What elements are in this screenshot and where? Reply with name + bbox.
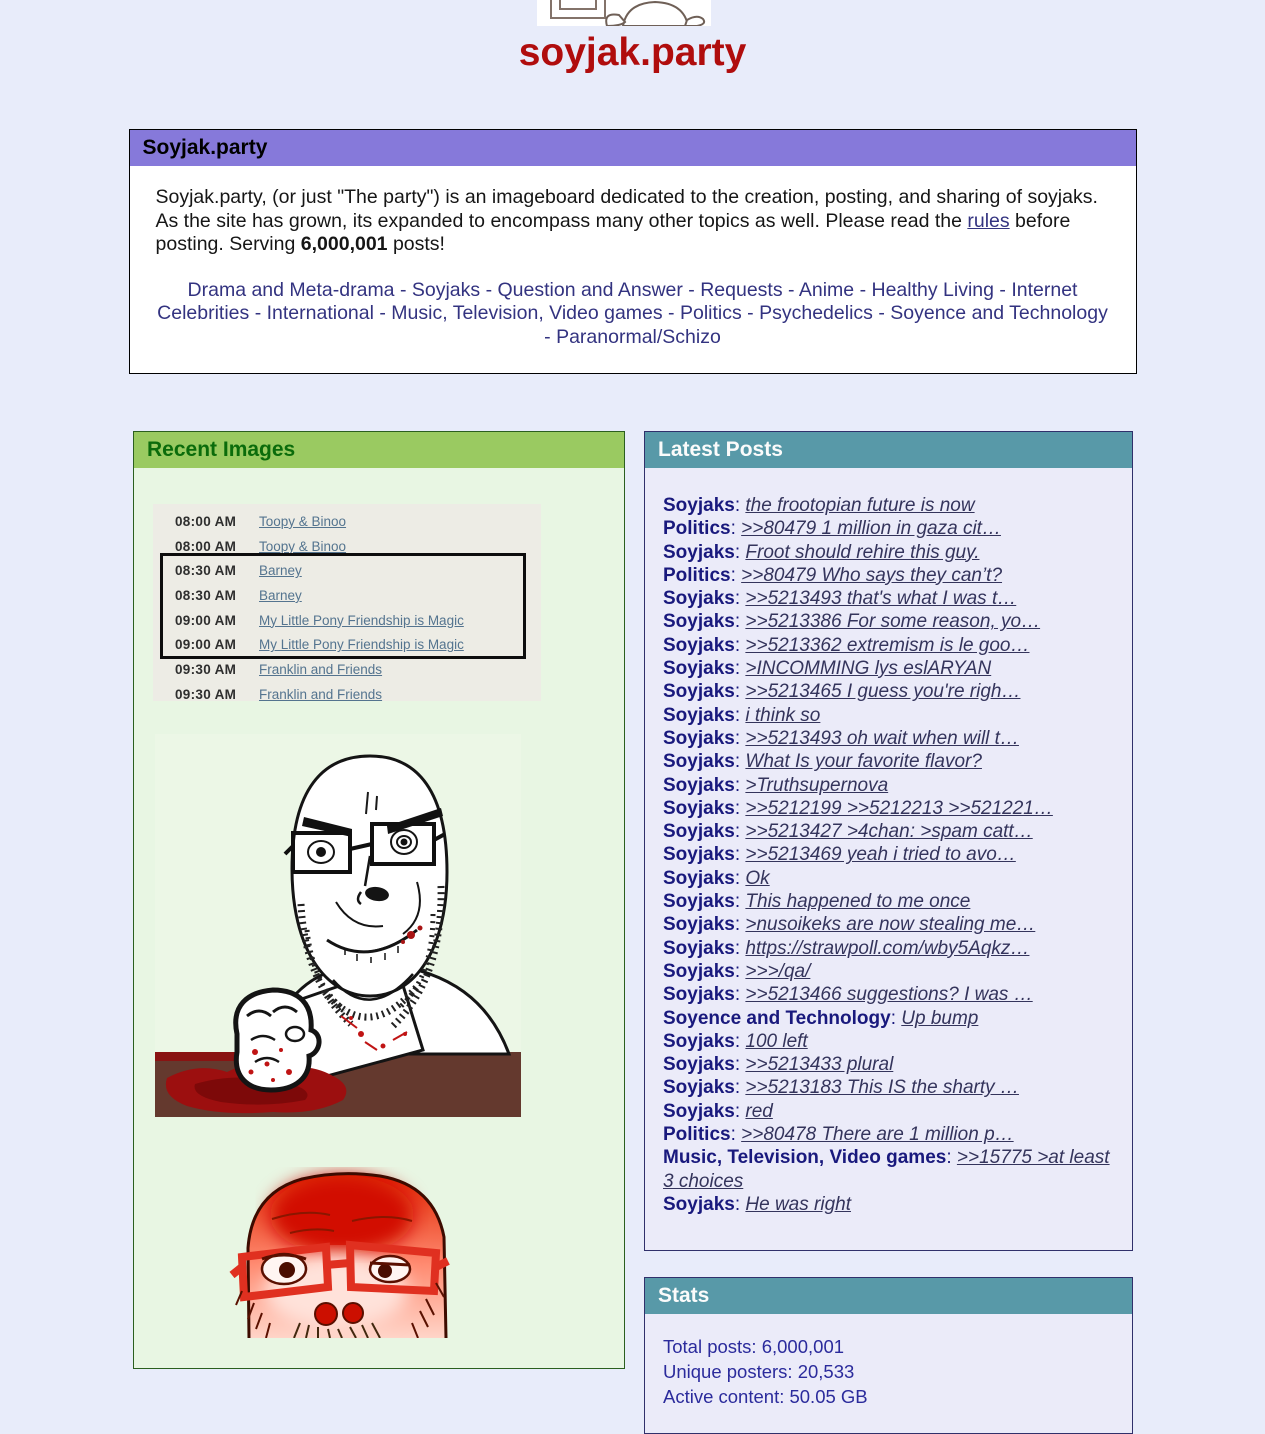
tv-schedule-time: 08:00 AM — [175, 513, 237, 529]
latest-post-board: Soyjaks — [663, 937, 735, 959]
latest-post-item: Soyjaks: >>5213469 yeah i tried to avo… — [663, 844, 1016, 866]
latest-post-link[interactable]: >nusoikeks are now stealing me… — [745, 914, 1036, 936]
latest-post-board: Music, Television, Video games — [663, 1147, 947, 1169]
stats-box — [644, 1277, 1133, 1434]
latest-post-board: Soyjaks — [663, 658, 735, 680]
latest-post-board: Soyjaks — [663, 891, 735, 913]
stats-line: Unique posters: 20,533 — [663, 1361, 855, 1383]
latest-post-item: Soyence and Technology: Up bump — [663, 1007, 979, 1029]
latest-post-item: Soyjaks: >>5213427 >4chan: >spam catt… — [663, 821, 1033, 843]
latest-posts-box — [644, 431, 1133, 1251]
latest-post-link[interactable]: >>80478 There are 1 million p… — [741, 1124, 1014, 1146]
tv-schedule-row — [153, 583, 541, 608]
latest-post-board: Soyjaks — [663, 1193, 735, 1215]
latest-post-item: Soyjaks: 100 left — [663, 1030, 808, 1052]
latest-post-board: Soyence and Technology — [663, 1007, 891, 1029]
latest-post-link[interactable]: Ok — [745, 867, 770, 889]
latest-post-link[interactable]: >>5213466 suggestions? I was … — [745, 984, 1033, 1006]
latest-post-item: Soyjaks: >Truthsupernova — [663, 774, 889, 796]
latest-post-board: Soyjaks — [663, 681, 735, 703]
tv-schedule-time: 09:30 AM — [175, 686, 237, 702]
tv-schedule-rows — [153, 504, 541, 707]
board-link[interactable]: Healthy Living — [871, 278, 994, 301]
latest-post-item: Soyjaks: >>>/qa/ — [663, 960, 811, 982]
recent-images-header: Recent Images — [134, 432, 624, 468]
latest-post-item: Soyjaks: red — [663, 1100, 773, 1122]
tv-schedule-time: 08:30 AM — [175, 563, 237, 579]
stats-header: Stats — [645, 1278, 1132, 1314]
latest-post-board: Soyjaks — [663, 984, 735, 1006]
latest-post-item: Soyjaks: i think so — [663, 704, 821, 726]
recent-images-box — [133, 431, 625, 1369]
latest-post-item: Soyjaks: >>5213465 I guess you're righ… — [663, 681, 1021, 703]
board-link[interactable]: Anime — [798, 278, 855, 301]
board-link[interactable]: Paranormal/Schizo — [556, 325, 721, 348]
latest-post-board: Politics — [663, 1124, 731, 1146]
intro-text-tail: posts! — [387, 233, 445, 255]
latest-post-board: Soyjaks — [663, 960, 735, 982]
latest-post-link[interactable]: >>5213493 oh wait when will t… — [745, 727, 1019, 749]
latest-post-link[interactable]: >INCOMMING lys eslARYAN — [745, 658, 992, 680]
latest-post-item: Politics: >>80479 Who says they can’t? — [663, 564, 1003, 586]
tv-schedule-row — [153, 534, 541, 559]
latest-post-item: Soyjaks: >>5212199 >>5212213 >>521221… — [663, 797, 1053, 819]
latest-post-link[interactable]: >>5213433 plural — [745, 1054, 894, 1076]
board-link[interactable]: Politics — [679, 302, 742, 324]
latest-post-board: Soyjaks — [663, 611, 735, 633]
tv-schedule-row — [153, 558, 541, 583]
posts-count: 6,000,001 — [300, 233, 388, 255]
tv-schedule-time: 09:00 AM — [175, 612, 237, 628]
latest-post-link[interactable]: >>>/qa/ — [745, 960, 811, 982]
latest-post-link[interactable]: red — [745, 1100, 773, 1122]
latest-post-item: Soyjaks: >>5213466 suggestions? I was … — [663, 984, 1033, 1006]
latest-post-board: Soyjaks — [663, 774, 735, 796]
latest-post-board: Soyjaks — [663, 1030, 735, 1052]
latest-post-item: Soyjaks: https://strawpoll.com/wby5Aqkz… — [663, 937, 1030, 959]
tv-schedule-show: Toopy & Binoo — [259, 538, 347, 554]
tv-schedule-show: Barney — [259, 587, 302, 603]
latest-post-link[interactable]: 100 left — [745, 1030, 808, 1052]
latest-post-link[interactable]: Up bump — [901, 1007, 979, 1029]
latest-post-link[interactable]: >>5213386 For some reason, yo… — [745, 611, 1041, 633]
intro-box-header: Soyjak.party — [130, 130, 1136, 166]
latest-post-item: Soyjaks: >>5213362 extremism is le goo… — [663, 634, 1030, 656]
latest-post-link[interactable]: >Truthsupernova — [745, 774, 889, 796]
latest-post-item: Soyjaks: >>5213433 plural — [663, 1054, 894, 1076]
latest-post-board: Soyjaks — [663, 588, 735, 610]
latest-post-board: Soyjaks — [663, 634, 735, 656]
latest-post-link[interactable]: the frootopian future is now — [745, 495, 975, 516]
soyjak-at-computer-icon — [537, 0, 711, 26]
latest-post-item: Soyjaks: >nusoikeks are now stealing me… — [663, 914, 1036, 936]
latest-post-link[interactable]: >>80479 1 million in gaza cit… — [741, 518, 1001, 540]
latest-post-board: Soyjaks — [663, 704, 735, 726]
latest-post-board: Soyjaks — [663, 495, 735, 516]
latest-posts-header: Latest Posts — [645, 432, 1132, 468]
boards-list: Drama and Meta-drama - Soyjaks - Question and Answer - Requests - Anime - Healthy Living - Internet Celebrities - International - Music, Television, Video games - Politics - Psychedelics - Soyence and Technology - Paranormal/Schizo — [157, 278, 1108, 348]
intro-text — [156, 186, 1110, 257]
latest-post-link[interactable]: This happened to me once — [745, 891, 971, 913]
rules-link[interactable]: rules — [967, 209, 1010, 232]
latest-post-board: Soyjaks — [663, 844, 735, 866]
tv-schedule-row — [153, 682, 541, 707]
tv-schedule-time: 08:00 AM — [175, 538, 237, 554]
tv-schedule-show: Toopy & Binoo — [259, 513, 347, 529]
latest-post-item: Music, Television, Video games: >>15775 >at least 3 choices — [663, 1147, 1110, 1192]
latest-post-board: Soyjaks — [663, 821, 735, 843]
latest-posts-list — [645, 468, 1132, 1250]
latest-post-board: Soyjaks — [663, 1054, 735, 1076]
site-logo[interactable] — [537, 0, 711, 26]
latest-post-item: Soyjaks: >>5213183 This IS the sharty … — [663, 1077, 1019, 1099]
board-link[interactable]: Drama and Meta-drama — [187, 278, 395, 301]
tv-schedule-row — [153, 657, 541, 682]
tv-schedule-row — [153, 608, 541, 633]
latest-post-link[interactable]: >>15775 >at least 3 choices — [663, 1147, 1110, 1192]
recent-image-soyjak-punch[interactable] — [155, 734, 521, 1117]
board-link[interactable]: Internet Celebrities — [157, 278, 1078, 324]
page-title: soyjak.party — [518, 31, 747, 74]
tv-schedule-row — [153, 509, 541, 534]
intro-text-after: before posting. Serving — [155, 209, 1071, 255]
latest-post-link[interactable]: >>5213183 This IS the sharty … — [745, 1077, 1019, 1099]
latest-post-item: Soyjaks: >INCOMMING lys eslARYAN — [663, 658, 992, 680]
tv-schedule-show: Franklin and Friends — [259, 661, 383, 677]
latest-post-board: Soyjaks — [663, 1077, 735, 1099]
stats-line: Active content: 50.05 GB — [663, 1386, 868, 1408]
latest-post-item: Soyjaks: Froot should rehire this guy. — [663, 541, 980, 563]
latest-post-item: Soyjaks: the frootopian future is now — [663, 495, 975, 516]
tv-schedule-row — [153, 632, 541, 657]
board-link[interactable]: Soyence and Technology — [890, 302, 1108, 324]
latest-post-link[interactable]: >>80479 Who says they can’t? — [741, 564, 1003, 586]
latest-post-link[interactable]: >>5213465 I guess you're righ… — [745, 681, 1021, 703]
tv-schedule-time: 09:30 AM — [175, 661, 237, 677]
latest-post-board: Soyjaks — [663, 541, 735, 563]
board-link[interactable]: Question and Answer — [497, 278, 683, 301]
latest-post-link[interactable]: He was right — [745, 1193, 851, 1215]
latest-post-link[interactable]: https://strawpoll.com/wby5Aqkz… — [745, 937, 1030, 959]
tv-schedule-time: 08:30 AM — [175, 587, 237, 603]
latest-post-item: Soyjaks: This happened to me once — [663, 891, 971, 913]
board-link[interactable]: International — [266, 302, 374, 324]
latest-post-link[interactable]: i think so — [745, 704, 821, 726]
recent-image-tv-schedule[interactable] — [153, 504, 541, 701]
tv-schedule-show: Barney — [259, 563, 302, 579]
latest-post-link[interactable]: Froot should rehire this guy. — [745, 541, 980, 563]
latest-post-link[interactable]: >>5213493 that's what I was t… — [745, 588, 1017, 610]
latest-post-item: Soyjaks: >>5213493 that's what I was t… — [663, 588, 1017, 610]
stats-list — [645, 1314, 1132, 1433]
latest-post-link[interactable]: >>5213427 >4chan: >spam catt… — [745, 821, 1033, 843]
latest-post-board: Soyjaks — [663, 914, 735, 936]
latest-post-item: Soyjaks: >>5213493 oh wait when will t… — [663, 727, 1019, 749]
intro-box — [129, 129, 1137, 374]
latest-post-item: Soyjaks: Ok — [663, 867, 770, 889]
latest-post-board: Soyjaks — [663, 727, 735, 749]
latest-post-link[interactable]: >>5213362 extremism is le goo… — [745, 634, 1030, 656]
latest-post-link[interactable]: >>5212199 >>5212213 >>521221… — [745, 797, 1053, 819]
latest-post-board: Politics — [663, 564, 731, 586]
recent-image-red-soyjak[interactable] — [154, 1163, 534, 1338]
latest-post-item: Soyjaks: >>5213386 For some reason, yo… — [663, 611, 1041, 633]
latest-post-item: Politics: >>80478 There are 1 million p… — [663, 1124, 1014, 1146]
latest-post-item: Soyjaks: What Is your favorite flavor? — [663, 751, 982, 773]
board-link[interactable]: Soyjaks — [411, 278, 481, 301]
latest-post-link[interactable]: >>5213469 yeah i tried to avo… — [745, 844, 1016, 866]
tv-schedule-show: My Little Pony Friendship is Magic — [259, 637, 464, 653]
latest-post-board: Soyjaks — [663, 797, 735, 819]
latest-post-link[interactable]: What Is your favorite flavor? — [745, 751, 982, 773]
tv-schedule-time: 09:00 AM — [175, 637, 237, 653]
latest-post-item: Politics: >>80479 1 million in gaza cit… — [663, 518, 1001, 540]
latest-post-item: Soyjaks: He was right — [663, 1193, 851, 1215]
stats-line: Total posts: 6,000,001 — [663, 1336, 845, 1358]
tv-schedule-show: My Little Pony Friendship is Magic — [259, 612, 464, 628]
board-link[interactable]: Music, Television, Video games — [391, 302, 663, 324]
latest-post-board: Soyjaks — [663, 1100, 735, 1122]
latest-post-board: Soyjaks — [663, 751, 735, 773]
board-link[interactable]: Requests — [700, 278, 783, 301]
intro-text-before: Soyjak.party, (or just "The party") is an imageboard dedicated to the creation, posting, and sharing of soyjaks. As the site has grown, its expanded to encompass many other topics as well. Please read the — [155, 186, 1098, 232]
latest-post-board: Politics — [663, 518, 731, 540]
tv-schedule-show: Franklin and Friends — [259, 686, 383, 702]
latest-post-board: Soyjaks — [663, 867, 735, 889]
board-link[interactable]: Psychedelics — [759, 302, 873, 324]
